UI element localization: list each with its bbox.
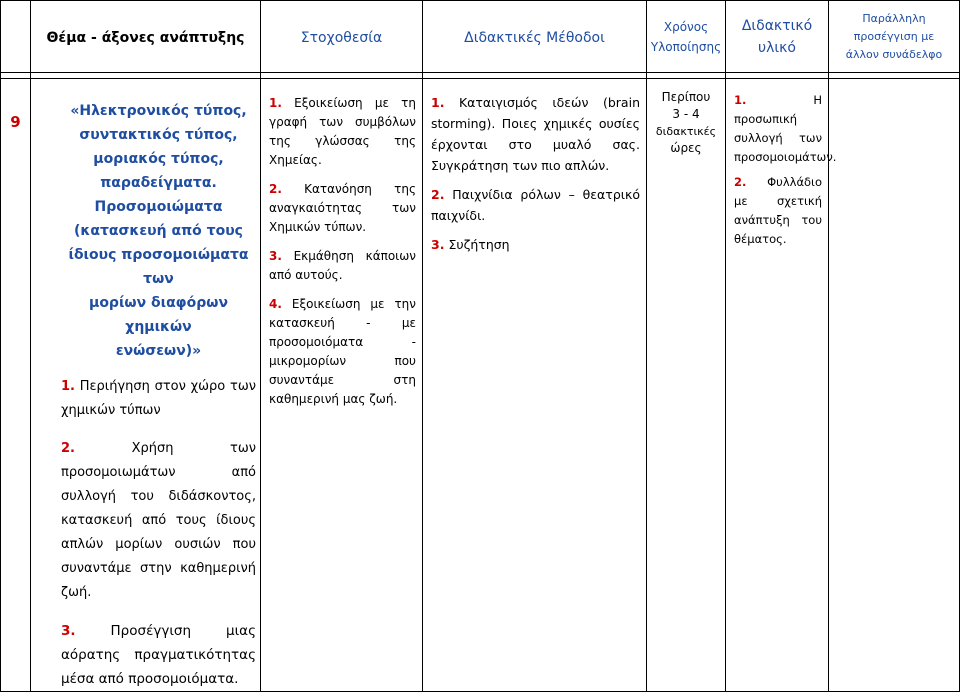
topic-title-line: (κατασκευή από τους [74,223,243,239]
topic-title-line: ενώσεων)» [115,343,202,359]
time-line: ώρες [670,141,702,155]
time-line: 3 - 4 [672,107,700,121]
topic-title-line: συντακτικός τύπος, [79,127,238,143]
header-material-line2: υλικό [758,39,796,56]
header-parallel-line2: προσέγγιση με [853,29,935,43]
topic-item: 2. Χρήση των προσομοιωμάτων από συλλογή του διδάσκοντος, κατασκευή από τους ίδιους απλών μορίων ουσιών που συναντάμε στην καθημερινή ζωή. [61,441,256,600]
topic-item: 3. Προσέγγιση μιας αόρατης πραγματικότητας μέσα από προσομοιόματα. [61,623,256,687]
table-row [1,79,960,692]
topic-title-line: μοριακός τύπος, [93,151,224,167]
topic-title-line: «Ηλεκτρονικός τύπος, [70,103,247,119]
header-parallel [829,1,960,73]
topic-cell [31,79,261,692]
goals-cell [261,79,423,692]
goal-item: 2. Κατανόηση της αναγκαιότητας των Χημικών τύπων. [269,182,416,234]
header-time-line1: Χρόνος [663,19,709,34]
goal-item: 4. Εξοικείωση με την κατασκευή - με προσομοιόματα - μικρομορίων που συναντάμε στη καθημερινή μας ζωή. [269,297,416,406]
row-number: 9 [1,79,31,692]
topic-title-line: ίδιους προσομοιώματα των [68,247,249,287]
method-item: 1. Καταιγισμός ιδεών (brain storming). Ποιες χημικές ουσίες έρχονται στο μυαλό σας. Συγκράτηση των πιο απλών. [431,95,640,173]
time-cell [647,79,726,692]
topic-title-line: παραδείγματα. [100,175,217,191]
parallel-cell [829,79,960,692]
header-material-line1: Διδακτικό [741,17,813,34]
time-line: Περίπου [661,90,711,104]
header-row [1,1,960,73]
material-item: 1. Η προσωπική συλλογή των προσομοιομάτων. [734,93,837,164]
goal-item: 1. Εξοικείωση με τη γραφή των συμβόλων της γλώσσας της Χημείας. [269,96,416,167]
header-topic: Θέμα - άξονες ανάπτυξης [31,1,261,73]
method-item: 2. Παιχνίδια ρόλων – θεατρικό παιχνίδι. [431,187,640,223]
header-goals: Στοχοθεσία [261,1,423,73]
time-line: διδακτικές [655,125,717,138]
methods-cell [423,79,647,692]
material-item: 2. Φυλλάδιο με σχετική ανάπτυξη του θέματος. [734,175,822,246]
header-parallel-line3: άλλον συνάδελφο [845,47,943,61]
material-cell [726,79,837,692]
method-item: 3. Συζήτηση [431,237,510,252]
topic-item: 1. Περιήγηση στον χώρο των χημικών τύπων [61,379,256,418]
header-parallel-line1: Παράλληλη [862,11,926,25]
header-time-line2: Υλοποίησης [650,39,722,54]
header-time [647,1,726,73]
header-material [726,1,829,73]
goal-item: 3. Εκμάθηση κάποιων από αυτούς. [269,249,416,282]
topic-title-line: μορίων διαφόρων χημικών [89,295,228,335]
topic-title-line: Προσομοιώματα [94,199,223,215]
header-number-cell [1,1,31,73]
header-methods: Διδακτικές Μέθοδοι [423,1,647,73]
